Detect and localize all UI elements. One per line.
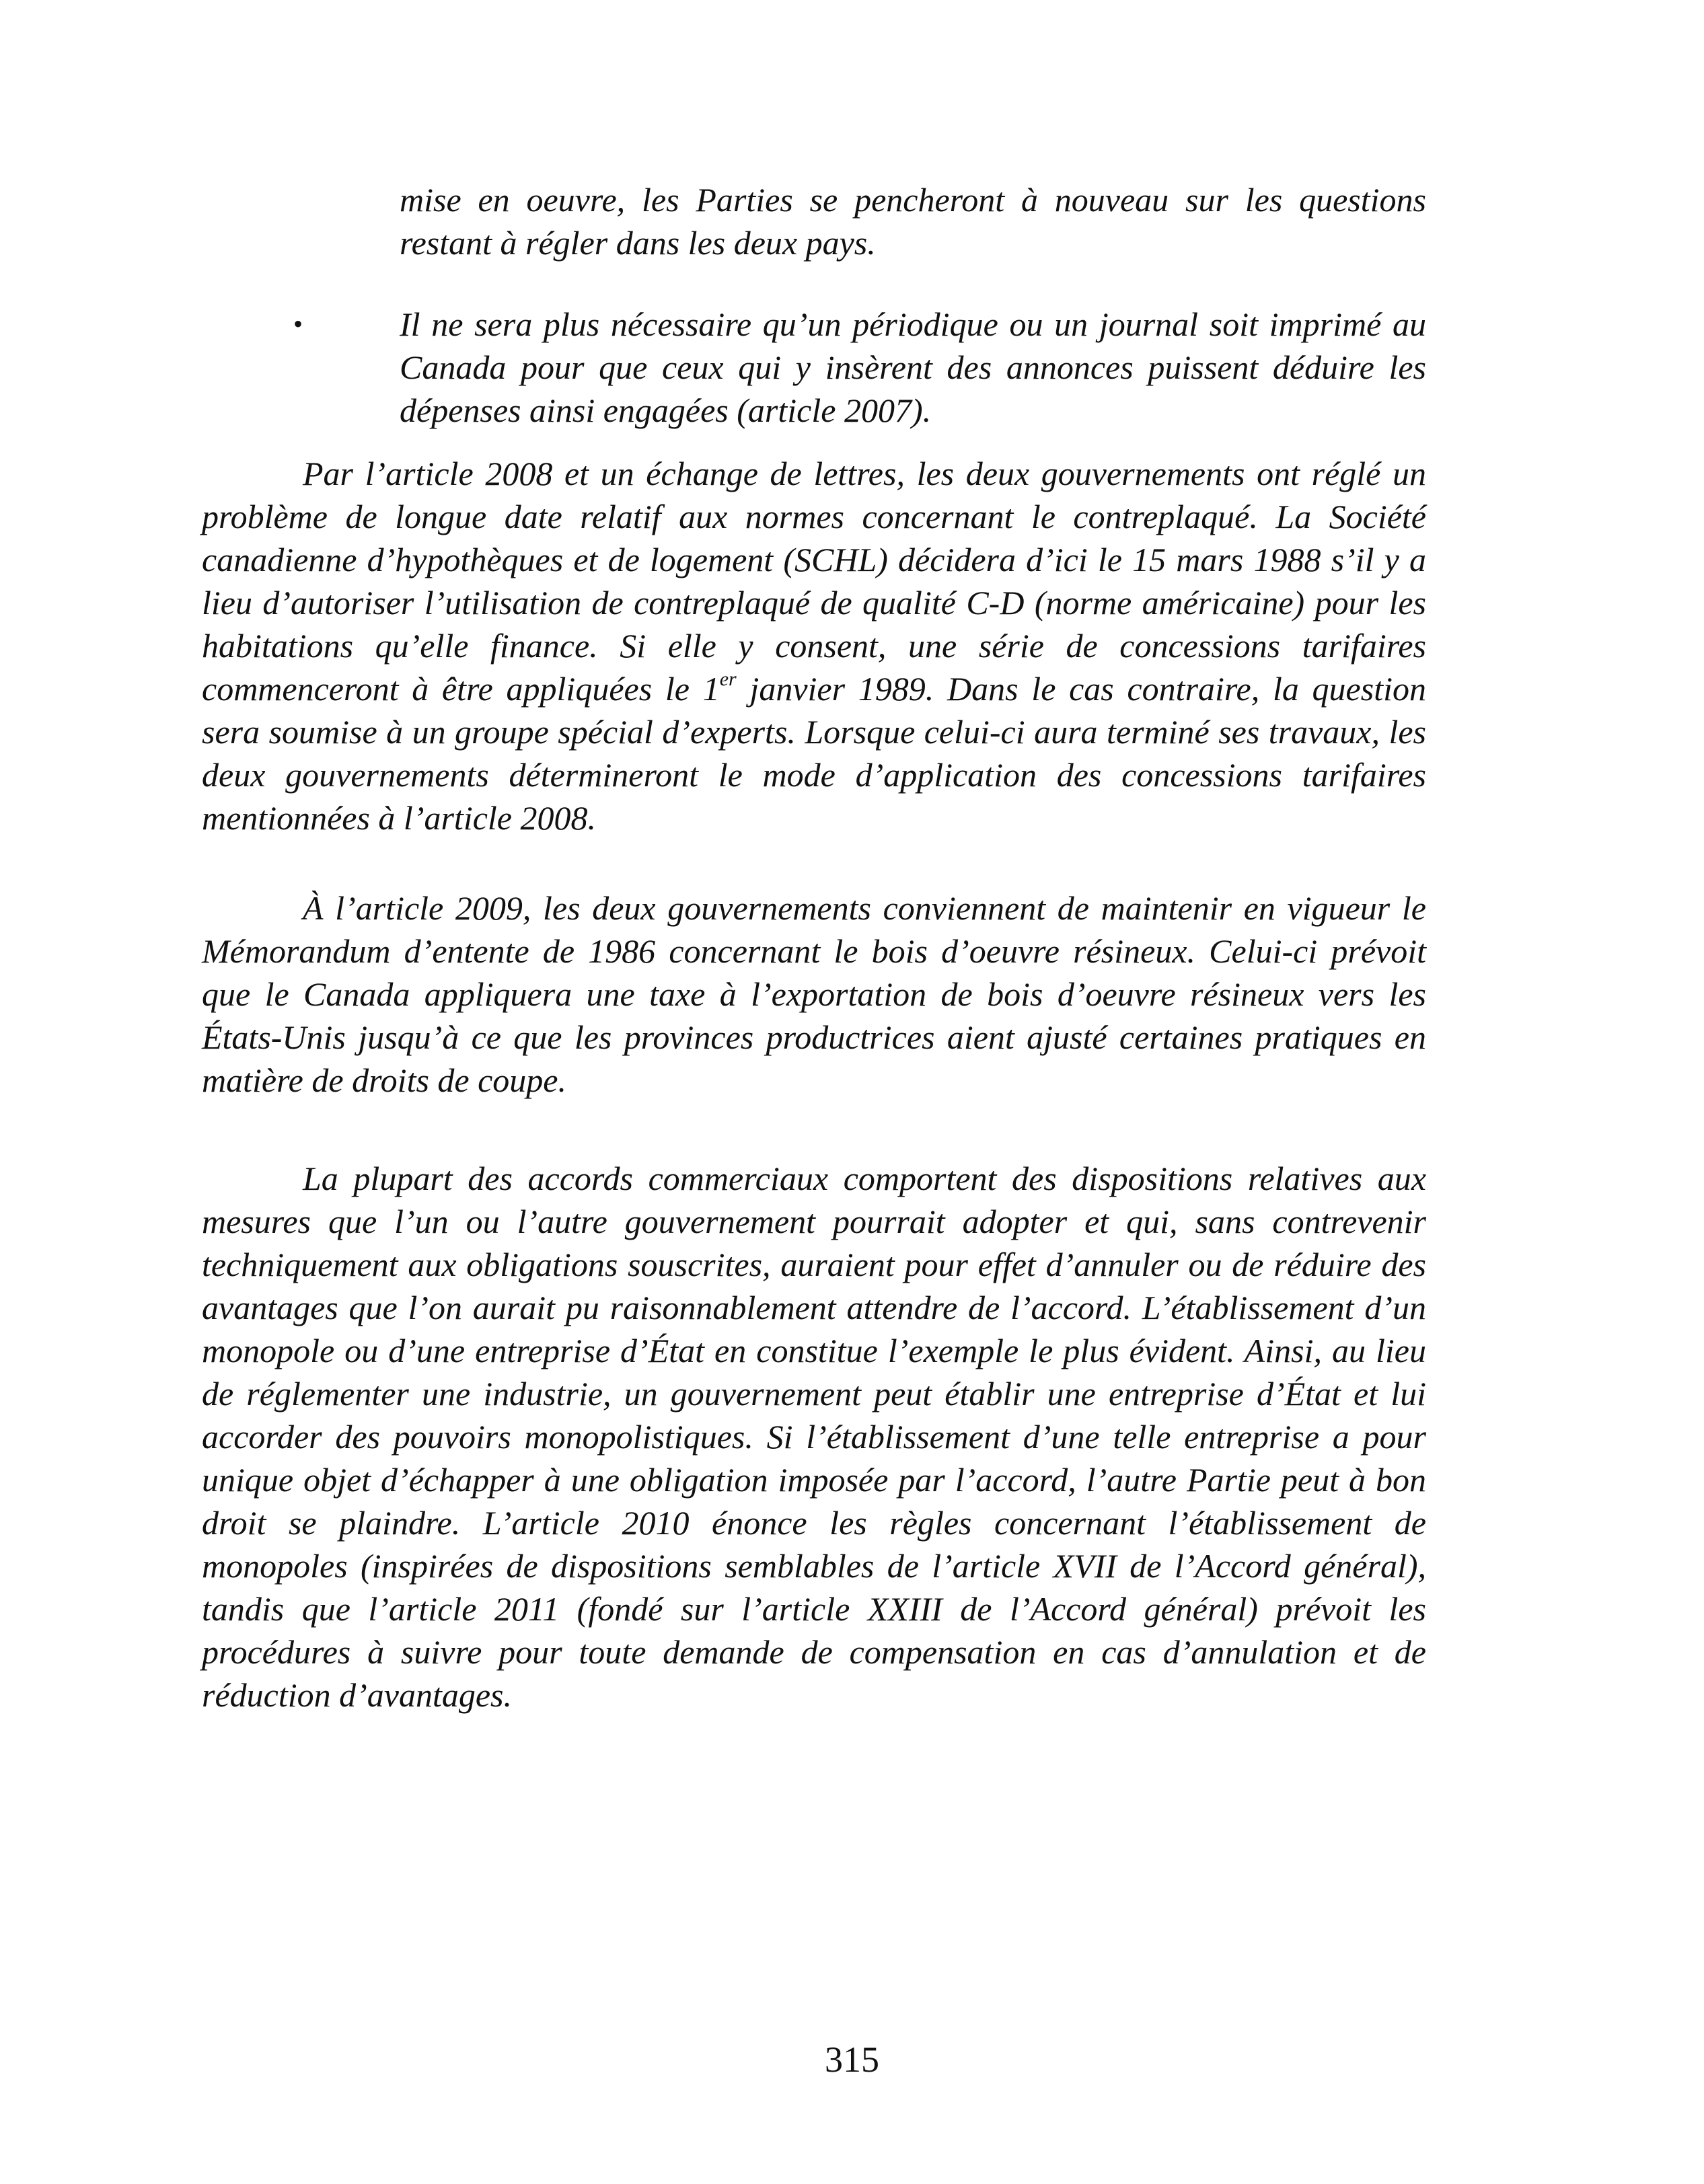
page-number: 315 (825, 2039, 879, 2080)
bullet-icon: • (293, 309, 303, 339)
paragraph-text-part-2: janvier 1989. Dans le cas contraire, la question sera soumise à un groupe spécial d’experts. Lorsque celui-ci aura terminé ses travaux, les deux gouvernements détermineront le mode d’application des concessions tarifaires mentionnées à l’article 2008. (202, 670, 1426, 837)
paragraph-text: À l’article 2009, les deux gouvernements conviennent de maintenir en vigueur le Mémorandum d’entente de 1986 concernant le bois d’oeuvre résineux. Celui-ci prévoit que le Canada appliquera une taxe à l’exportation de bois d’oeuvre résineux vers les États-Unis jusqu’à ce que les provinces productrices aient ajusté certaines pratiques en matière de droits de coupe. (202, 889, 1426, 1099)
paragraph-article-2008 (202, 452, 1426, 839)
continuation-paragraph: mise en oeuvre, les Parties se pencheront à nouveau sur les questions restant à régler dans les deux pays. (400, 181, 1426, 262)
bullet-paragraph: Il ne sera plus nécessaire qu’un périodique ou un journal soit imprimé au Canada pour que ceux qui y insèrent des annonces puissent déduire les dépenses ainsi engagées (article 2007). (400, 305, 1426, 429)
paragraph-article-2009 (202, 887, 1426, 1102)
paragraph-text: La plupart des accords commerciaux comportent des dispositions relatives aux mesures que l’un ou l’autre gouvernement pourrait adopter et qui, sans contrevenir techniquement aux obligations souscrites, auraient pour effet d’annuler ou de réduire des avantages que l’on aurait pu raisonnablement attendre de l’accord. L’établissement d’un monopole ou d’une entreprise d’État en constitue l’exemple le plus évident. Ainsi, au lieu de réglementer une industrie, un gouvernement peut établir une entreprise d’État et lui accorder des pouvoirs monopolistiques. Si l’établissement d’une telle entreprise a pour unique objet d’échapper à une obligation imposée par l’accord, l’autre Partie peut à bon droit se plaindre. L’article 2010 énonce les règles concernant l’établissement de monopoles (inspirées de dispositions semblables de l’article XVII de l’Accord général), tandis que l’article 2011 (fondé sur l’article XXIII de l’Accord général) prévoit les procédures à suivre pour toute demande de compensation en cas d’annulation et de réduction d’avantages. (202, 1160, 1426, 1714)
paragraph-text-part-1: Par l’article 2008 et un échange de lettres, les deux gouvernements ont réglé un problème de longue date relatif aux normes concernant le contreplaqué. La Société canadienne d’hypothèques et de logement (SCHL) décidera d’ici le 15 mars 1988 s’il y a lieu d’autoriser l’utilisation de contreplaqué de qualité C-D (norme américaine) pour les habitations qu’elle finance. Si elle y consent, une série de concessions tarifaires commenceront à être appliquées le 1 (202, 455, 1426, 708)
superscript-er: er (719, 668, 737, 690)
paragraph-monopoles (202, 1157, 1426, 1717)
